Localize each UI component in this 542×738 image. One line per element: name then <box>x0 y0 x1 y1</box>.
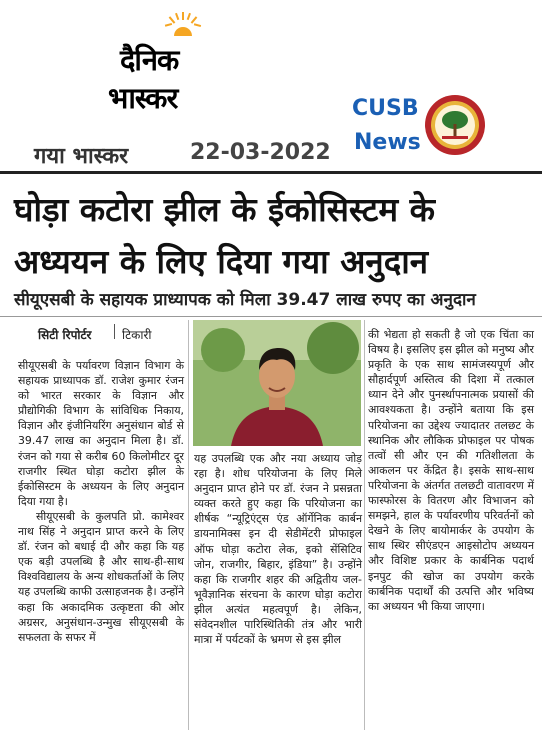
dateline-place: टिकारी <box>122 328 152 342</box>
column-divider <box>364 320 365 730</box>
cusb-badge-line1: CUSB <box>352 96 419 121</box>
cusb-badge-line2: News <box>354 130 421 155</box>
university-seal-icon <box>424 94 486 156</box>
article-column-2 <box>194 451 362 647</box>
headline-line1: घोड़ा कटोरा झील के ईकोसिस्टम के <box>14 190 435 229</box>
article-column-1 <box>18 358 184 645</box>
column-divider <box>188 320 189 730</box>
edition-name: गया भास्कर <box>34 144 129 169</box>
author-photo <box>193 320 361 446</box>
article-column-3 <box>368 327 534 614</box>
edition-date: 22-03-2022 <box>190 140 331 165</box>
byline: सिटी रिपोर्टर <box>38 328 92 342</box>
headline-line2: अध्ययन के लिए दिया गया अनुदान <box>14 242 429 281</box>
sun-logo-icon <box>163 10 203 40</box>
paragraph: सीयूएसबी के कुलपति प्रो. कामेश्वर नाथ सिंह ने अनुदान प्राप्त करने के लिए डॉ. रंजन को बधाई दी और कहा कि यह एक बड़ी उपलब्धि है और साथ-ही-साथ विश्वविद्यालय के अन्य शोधकर्ताओं के लिए यह उपलब्धि काफी उत्साहजनक है। उन्होंने कहा कि अकादमिक उत्कृष्टता की ओर अग्रसर, अनुसंधान-उन्मुख सीयूएसबी के सफलता के सफर में <box>18 509 184 644</box>
paragraph: सीयूएसबी के पर्यावरण विज्ञान विभाग के सहायक प्राध्यापक डॉ. राजेश कुमार रंजन को भारत सरकार के विज्ञान और प्रौद्योगिकी विभाग के सांविधिक निकाय, विज्ञान और इंजीनियरिंग अनुसंधान बोर्ड से 39.47 लाख का अनुदान मिला है। डॉ. रंजन को गया से करीब 60 किलोमीटर दूर राजगीर स्थित घोड़ा कटोरा झील के ईकोसिस्टम के अध्ययन के लिए अनुदान दिया गया है। <box>18 359 184 508</box>
byline-separator <box>114 324 115 339</box>
logo-text-dainik: दैनिक <box>120 43 179 77</box>
subheadline: सीयूएसबी के सहायक प्राध्यापक को मिला 39.47 लाख रुपए का अनुदान <box>14 290 476 310</box>
subheadline-divider <box>0 316 542 317</box>
logo-text-bhaskar: भास्कर <box>108 81 178 115</box>
paragraph: की भेद्यता हो सकती है जो एक चिंता का विषय है। इसलिए इस झील को मनुष्य और प्रकृति के एक साथ सामंजस्यपूर्ण और सौहार्दपूर्ण अस्तित्व की दिशा में तत्काल ध्यान देने और पुनर्स्थापनात्मक प्रयासों की आवश्यकता है। उन्होंने बताया कि इस परियोजना का उद्देश्य ज्यादातर तलछट के स्थानिक और लौकिक प्रोफाइल पर पोषक तत्वों सी और एन की गतिशीलता के आकलन पर केंद्रित है। इसके साथ-साथ परियोजना के अंतर्गत तलछटी वातावरण में फास्फोरस के वितरण और विभाजन को समझने, हाल के पर्यावरणीय परिवर्तनों को देखने के लिए बायोमार्कर के उपयोग के साथ स्थिर सीएंडएन आइसोटोप अध्ययन और विशिष्ट प्रकार के कार्बनिक पदार्थ इनपुट की खोज का उपयोग करके कार्बनिक पदार्थों की उत्पत्ति और भविष्य का अध्ययन भी किया जाएगा। <box>368 328 534 613</box>
paragraph: यह उपलब्धि एक और नया अध्याय जोड़ रहा है। शोध परियोजना के लिए मिले अनुदान प्राप्त होने पर डॉ. रंजन ने प्रसन्नता व्यक्त करते हुए कहा कि परियोजना का शीर्षक “न्यूट्रिएंट्स एंड ऑर्गेनिक कार्बन डायनामिक्स इन दी सेडीमेंटरी प्रोफाइल ऑफ घोड़ा कटोरा लेक, इको सेंसिटिव जोन, राजगीर, बिहार, इंडिया” है। उन्होंने कहा कि राजगीर शहर की अद्वितीय जल-भूवैज्ञानिक संरचना के कारण घोड़ा कटोरा झील अत्यंत महत्वपूर्ण है। लेकिन, संवेदनशील पारिस्थितिकी तंत्र और भारी मात्रा में पर्यटकों के भ्रमण से इस झील <box>194 452 362 647</box>
masthead-divider <box>0 171 542 174</box>
